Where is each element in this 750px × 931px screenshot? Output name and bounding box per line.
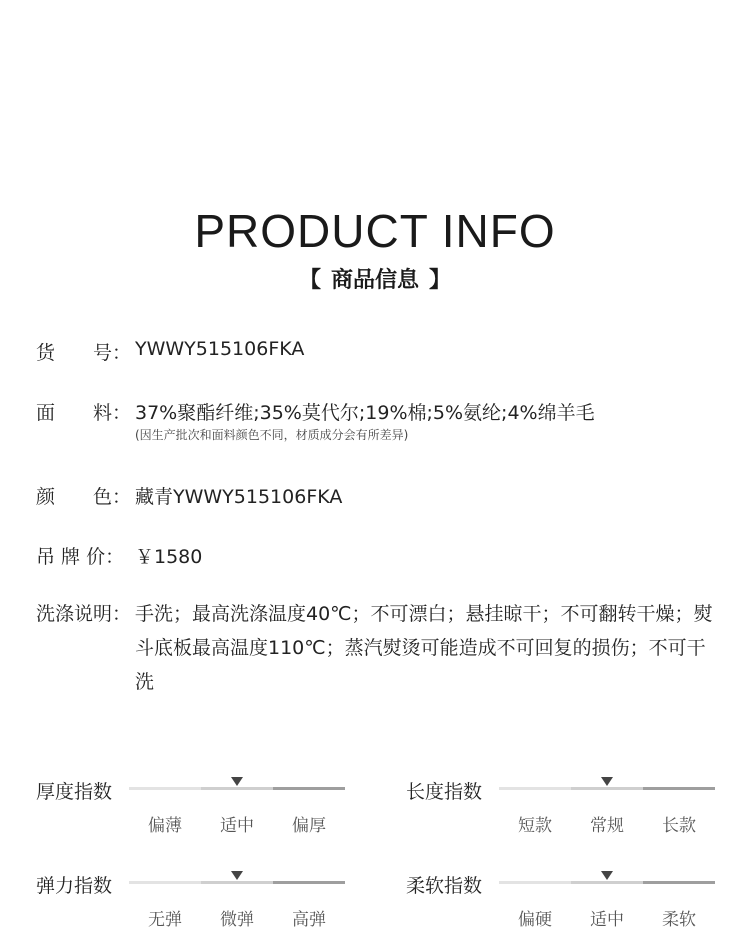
bracket-left: 【 [298,268,321,293]
item-no-label: 货 号： [36,342,132,364]
bracket-right: 】 [429,268,452,293]
fabric-value: 37%聚酯纤维;35%莫代尔;19%棉;5%氨纶;4%绵羊毛 [135,402,595,424]
index-option: 短款 [518,816,552,836]
index-option: 高弹 [292,910,326,930]
fabric-note: (因生产批次和面料颜色不同，材质成分会有所差异) [135,428,409,442]
price-value: ￥1580 [135,546,203,568]
price-label: 吊 牌 价： [36,546,125,568]
index-marker-icon [601,777,613,786]
index-marker-icon [601,871,613,880]
index-option: 长款 [662,816,696,836]
color-value: 藏青YWWY515106FKA [135,486,343,508]
track-segment [273,787,345,790]
color-label: 颜 色： [36,486,132,508]
index-option: 偏厚 [292,816,326,836]
index-length [406,777,736,837]
index-thickness [36,777,366,837]
track-segment [571,787,643,790]
wash-value: 手洗；最高洗涤温度40℃；不可漂白；悬挂晾干；不可翻转干燥；熨斗底板最高温度110℃；蒸汽熨烫可能造成不可回复的损伤；不可干洗 [135,603,713,693]
index-option: 偏硬 [518,910,552,930]
index-option: 适中 [590,910,624,930]
fabric-label: 面 料： [36,402,132,424]
track-segment [643,881,715,884]
index-option: 柔软 [662,910,696,930]
subtitle-text: 商品信息 [330,268,419,293]
index-softness [406,871,736,931]
index-name: 弹力指数 [36,875,113,897]
track-segment [129,787,201,790]
track-segment [499,881,571,884]
index-option: 偏薄 [148,816,182,836]
track-segment [129,881,201,884]
index-marker-icon [231,871,243,880]
wash-label: 洗涤说明： [36,603,132,625]
index-option: 微弹 [220,910,254,930]
index-name: 厚度指数 [36,781,113,803]
index-option: 适中 [220,816,254,836]
index-option: 无弹 [148,910,182,930]
index-name: 长度指数 [406,781,483,803]
track-segment [273,881,345,884]
index-option: 常规 [590,816,624,836]
page-subtitle [0,263,750,294]
track-segment [643,787,715,790]
track-segment [571,881,643,884]
index-elasticity [36,871,366,931]
index-name: 柔软指数 [406,875,483,897]
track-segment [201,787,273,790]
item-no-value: YWWY515106FKA [135,338,305,360]
track-segment [499,787,571,790]
page-title: PRODUCT INFO [194,205,556,257]
index-marker-icon [231,777,243,786]
track-segment [201,881,273,884]
